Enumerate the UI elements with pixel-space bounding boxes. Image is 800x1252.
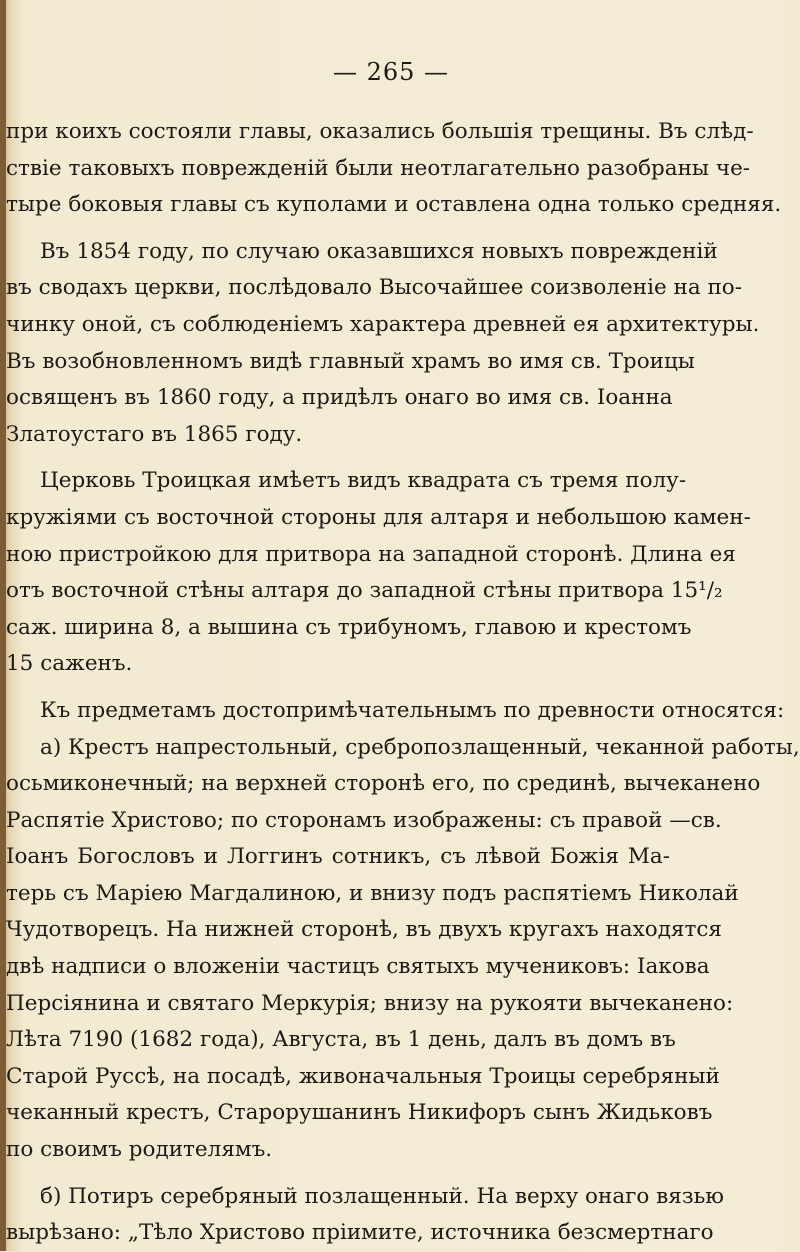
text-line: вырѣзано: „Тѣло Христово пріимите, источника безсмертнаго — [6, 1220, 714, 1246]
text-line: саж. ширина 8, а вышина съ трибуномъ, главою и крестомъ — [6, 614, 692, 640]
text-line: по своимъ родителямъ. — [6, 1137, 273, 1163]
text-line: тыре боковыя главы съ куполами и оставлена одна только средняя. — [6, 192, 782, 218]
text-line: отъ восточной стѣны алтаря до западной стѣны притвора 15¹/₂ — [6, 578, 723, 604]
body-text — [6, 114, 800, 1252]
text-line: Въ возобновленномъ видѣ главный храмъ во имя св. Троицы — [6, 348, 695, 374]
text-line: при коихъ состояли главы, оказались большія трещины. Въ слѣд- — [6, 119, 754, 144]
text-line: освященъ въ 1860 году, а придѣлъ онаго во имя св. Іоанна — [6, 385, 673, 411]
text-line: ствіе таковыхъ поврежденій были неотлагательно разобраны че- — [6, 155, 751, 181]
text-line: терь съ Маріею Магдалиною, и внизу подъ распятіемъ Николай — [6, 880, 739, 906]
text-line: а) Крестъ напрестольный, сребропозлащенный, чеканной работы, — [40, 734, 800, 760]
text-line: двѣ надписи о вложеніи частицъ святыхъ мучениковъ: Іакова — [6, 954, 710, 980]
text-line: Церковь Троицкая имѣетъ видъ квадрата съ тремя полу- — [40, 468, 687, 494]
text-line: ною пристройкою для притвора на западной сторонѣ. Длина ея — [6, 541, 736, 567]
text-line: Старой Руссѣ, на посадѣ, живоначальныя Троицы серебряный — [6, 1063, 720, 1089]
text-line: Лѣта 7190 (1682 года), Августа, въ 1 день, далъ въ домъ въ — [6, 1027, 676, 1053]
page-number: — 265 — — [332, 58, 450, 86]
text-line: Къ предметамъ достопримѣчательнымъ по древности относятся: — [40, 697, 785, 723]
text-line: Распятіе Христово; по сторонамъ изображены: съ правой —св. — [6, 807, 722, 833]
text-line: въ сводахъ церкви, послѣдовало Высочайшее соизволеніе на по- — [6, 275, 743, 301]
text-line: Іоанъ Богословъ и Логгинъ сотникъ, съ лѣвой Божія Ма- — [6, 844, 670, 870]
text-line: Персіянина и святаго Меркурія; внизу на рукояти вычеканено: — [6, 990, 734, 1016]
text-line: б) Потиръ серебряный позлащенный. На верху онаго вязью — [40, 1183, 725, 1209]
text-line: чеканный крестъ, Старорушанинъ Никифоръ сынъ Жидьковъ — [6, 1100, 713, 1126]
text-line: Въ 1854 году, по случаю оказавшихся новыхъ поврежденій — [40, 238, 718, 264]
text-line: осьмиконечный; на верхней сторонѣ его, по срединѣ, вычеканено — [6, 771, 761, 797]
text-line: кружіями съ восточной стороны для алтаря и небольшою камен- — [6, 504, 751, 530]
text-line: Златоустаго въ 1865 году. — [6, 421, 303, 447]
text-line: 15 саженъ. — [6, 651, 133, 677]
text-line: Чудотворецъ. На нижней сторонѣ, въ двухъ кругахъ находятся — [6, 917, 722, 943]
text-line: чинку оной, съ соблюденіемъ характера древней ея архитектуры. — [6, 311, 760, 337]
